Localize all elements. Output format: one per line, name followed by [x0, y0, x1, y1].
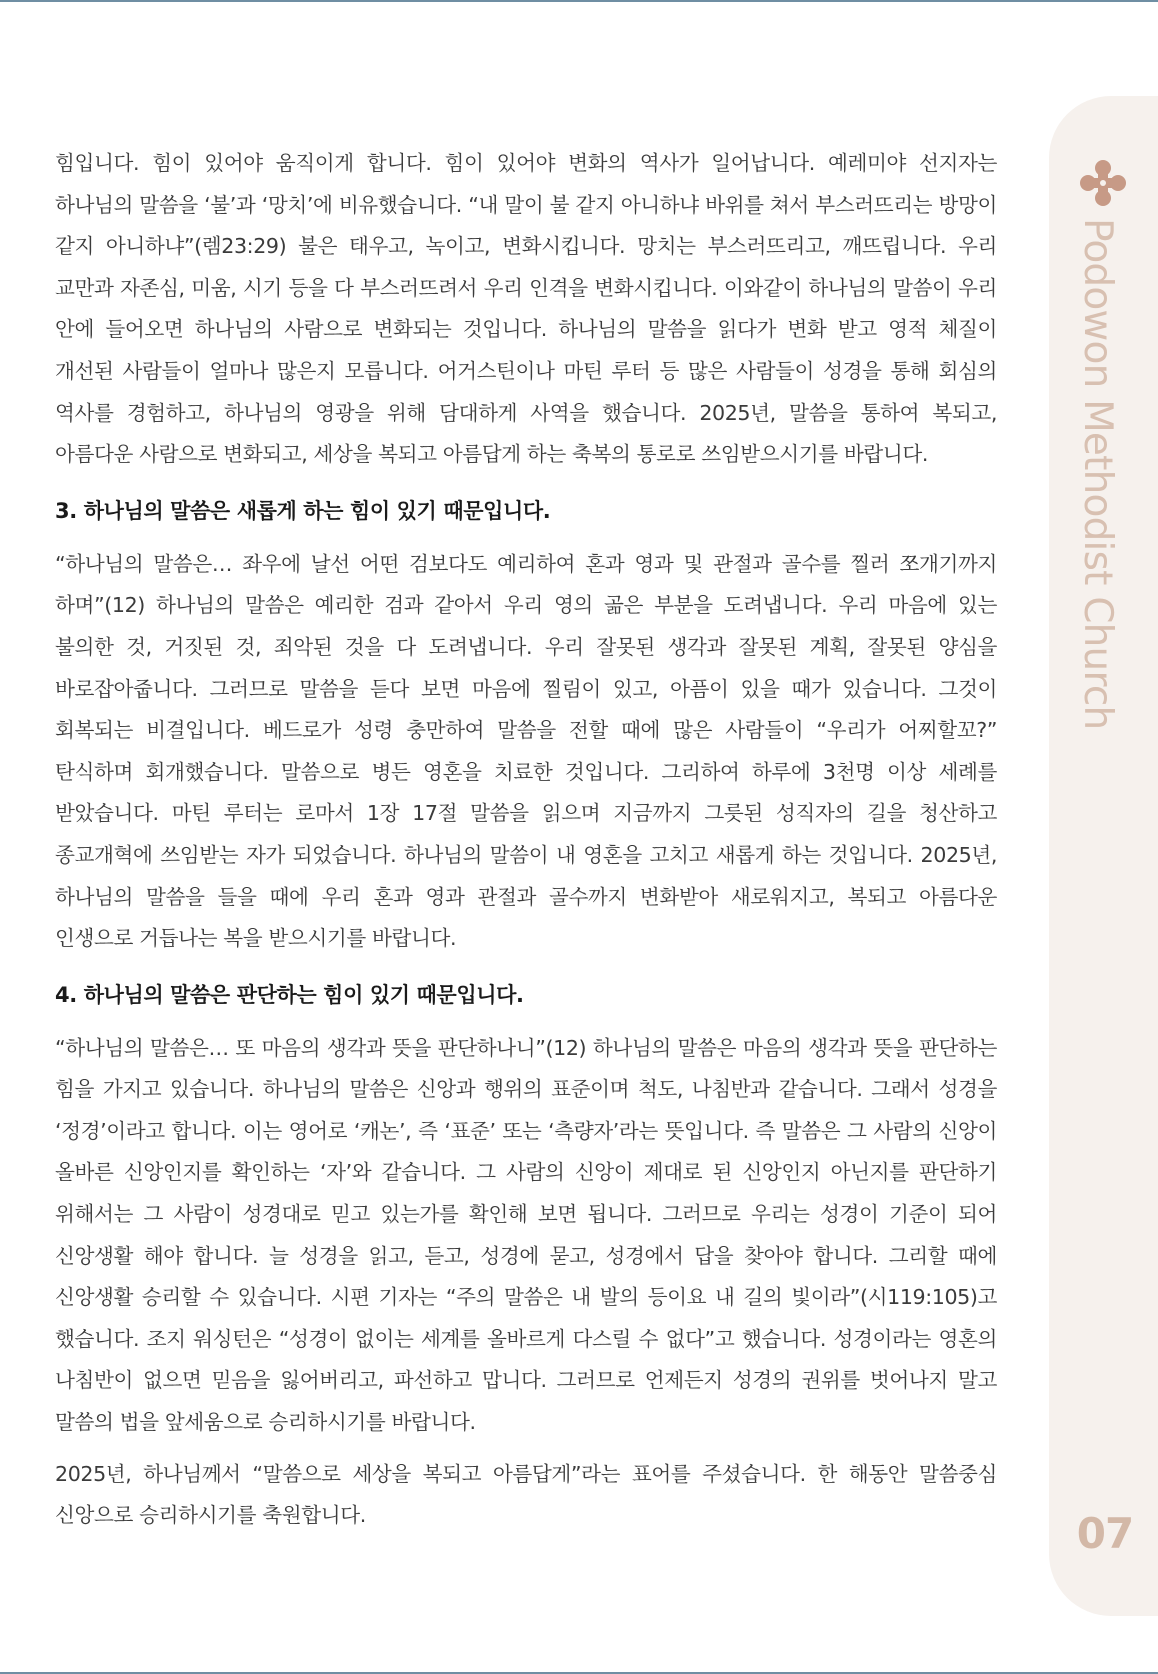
church-name-vertical — [1074, 218, 1122, 730]
paragraph-section-3: “하나님의 말씀은… 좌우에 날선 어떤 검보다도 예리하여 혼과 영과 및 관절과 골수를 찔러 쪼개기까지 하며”(12) 하나님의 말씀은 예리한 검과 같아서 우리 영의 곪은 부분을 도려냅니다. 우리 마음에 있는 불의한 것, 거짓된 것, 죄악된 것을 다 도려냅니다. 우리 잘못된 생각과 잘못된 계획, 잘못된 양심을 바로잡아줍니다. 그러므로 말씀을 듣다 보면 마음에 찔림이 있고, 아픔이 있을 때가 있습니다. 그것이 회복되는 비결입니다. 베드로가 성령 충만하여 말씀을 전할 때에 많은 사람들이 “우리가 어찌할꼬?” 탄식하며 회개했습니다. 말씀으로 병든 영혼을 치료한 것입니다. 그리하여 하루에 3천명 이상 세례를 받았습니다. 마틴 루터는 로마서 1장 17절 말씀을 읽으며 지금까지 그릇된 성직자의 길을 청산하고 종교개혁에 쓰임받는 자가 되었습니다. 하나님의 말씀이 내 영혼을 고치고 새롭게 하는 것입니다. 2025년, 하나님의 말씀을 들을 때에 우리 혼과 영과 관절과 골수까지 변화받아 새로워지고, 복되고 아름다운 인생으로 거듭나는 복을 받으시기를 바랍니다. — [55, 551, 997, 951]
paragraph-section-4: “하나님의 말씀은… 또 마음의 생각과 뜻을 판단하나니”(12) 하나님의 말씀은 마음의 생각과 뜻을 판단하는 힘을 가지고 있습니다. 하나님의 말씀은 신앙과 행위의 표준이며 척도, 나침반과 같습니다. 그래서 성경을 ‘정경’이라고 합니다. 이는 영어로 ‘캐논’, 즉 ‘표준’ 또는 ‘측량자’라는 뜻입니다. 즉 말씀은 그 사람의 신앙이 올바른 신앙인지를 확인하는 ‘자’와 같습니다. 그 사람의 신앙이 제대로 된 신앙인지 아닌지를 판단하기 위해서는 그 사람이 성경대로 믿고 있는가를 확인해 보면 됩니다. 그러므로 우리는 성경이 기준이 되어 신앙생활 해야 합니다. 늘 성경을 읽고, 듣고, 성경에 묻고, 성경에서 답을 찾아야 합니다. 그리할 때에 신앙생활 승리할 수 있습니다. 시편 기자는 “주의 말씀은 내 발의 등이요 내 길의 빛이라”(시119:105)고 했습니다. 조지 워싱턴은 “성경이 없이는 세계를 올바르게 다스릴 수 없다”고 했습니다. 성경이라는 영혼의 나침반이 없으면 믿음을 잃어버리고, 파선하고 맙니다. 그러므로 언제든지 성경의 권위를 벗어나지 말고 말씀의 법을 앞세움으로 승리하시기를 바랍니다. — [55, 1035, 997, 1435]
top-border-line — [0, 0, 1158, 2]
page-number: 07 — [1076, 1509, 1134, 1558]
clover-cross-icon — [1078, 158, 1128, 208]
paragraph-intro-continuation: 힘입니다. 힘이 있어야 움직이게 합니다. 힘이 있어야 변화의 역사가 일어납니다. 예레미야 선지자는 하나님의 말씀을 ‘불’과 ‘망치’에 비유했습니다. “내 말이 불 같지 아니하냐 바위를 쳐서 부스러뜨리는 방망이 같지 아니하냐”(렘23:29) 불은 태우고, 녹이고, 변화시킵니다. 망치는 부스러뜨리고, 깨뜨립니다. 우리 교만과 자존심, 미움, 시기 등을 다 부스러뜨려서 우리 인격을 변화시킵니다. 이와같이 하나님의 말씀이 우리 안에 들어오면 하나님의 사람으로 변화되는 것입니다. 하나님의 말씀을 읽다가 변화 받고 영적 체질이 개선된 사람들이 얼마나 많은지 모릅니다. 어거스틴이나 마틴 루터 등 많은 사람들이 성경을 통해 회심의 역사를 경험하고, 하나님의 영광을 위해 담대하게 사역을 했습니다. 2025년, 말씀을 통하여 복되고, 아름다운 사람으로 변화되고, 세상을 복되고 아름답게 하는 축복의 통로로 쓰임받으시기를 바랍니다. — [55, 151, 997, 467]
section-heading-3: 3. 하나님의 말씀은 새롭게 하는 힘이 있기 때문입니다. — [55, 498, 551, 523]
paragraph-closing: 2025년, 하나님께서 “말씀으로 세상을 복되고 아름답게”라는 표어를 주셨습니다. 한 해동안 말씀중심 신앙으로 승리하시기를 축원합니다. — [55, 1461, 997, 1528]
section-heading-4: 4. 하나님의 말씀은 판단하는 힘이 있기 때문입니다. — [55, 982, 524, 1007]
document-body — [55, 143, 997, 1537]
church-name: Podowon Methodist Church — [1075, 218, 1120, 730]
